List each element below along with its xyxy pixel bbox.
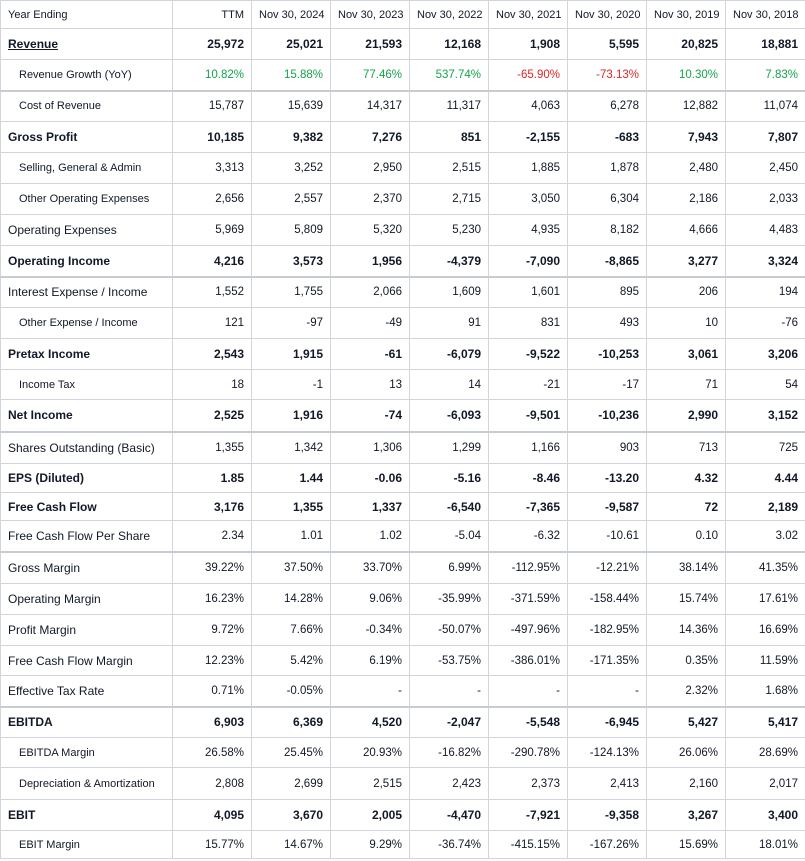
value-cell: 3,206	[726, 339, 805, 370]
value-cell: 2,699	[252, 768, 331, 800]
value-cell: 14.36%	[647, 615, 726, 646]
row-gross-margin	[1, 552, 805, 584]
row-label: Free Cash Flow Margin	[1, 646, 173, 676]
value-cell: 2,990	[647, 400, 726, 432]
value-cell: 7.66%	[252, 615, 331, 646]
value-cell: 2,373	[489, 768, 568, 800]
value-cell: -182.95%	[568, 615, 647, 646]
row-cost-of-revenue	[1, 91, 805, 122]
row-label: Operating Income	[1, 246, 173, 277]
value-cell: 6,278	[568, 91, 647, 122]
value-cell: 10,185	[173, 122, 252, 153]
value-cell: 39.22%	[173, 552, 252, 584]
value-cell: 1,337	[331, 493, 410, 521]
period-header[interactable]: Nov 30, 2022	[410, 1, 489, 29]
value-cell: -10,236	[568, 400, 647, 432]
value-cell: 206	[647, 277, 726, 308]
row-net-income	[1, 400, 805, 432]
value-cell: 0.35%	[647, 646, 726, 676]
row-ebitda-margin	[1, 738, 805, 768]
value-cell: -5.04	[410, 521, 489, 552]
value-cell: 2,160	[647, 768, 726, 800]
value-cell: 5,230	[410, 215, 489, 246]
value-cell: 121	[173, 308, 252, 339]
value-cell: 6,903	[173, 707, 252, 738]
value-cell: 15.88%	[252, 60, 331, 91]
value-cell: -74	[331, 400, 410, 432]
value-cell: 4,216	[173, 246, 252, 277]
value-cell: -415.15%	[489, 831, 568, 859]
value-cell: -9,587	[568, 493, 647, 521]
value-cell: 1,355	[173, 432, 252, 464]
value-cell: 2,515	[410, 153, 489, 184]
value-cell: 2,950	[331, 153, 410, 184]
value-cell: -112.95%	[489, 552, 568, 584]
value-cell: -12.21%	[568, 552, 647, 584]
value-cell: 12.23%	[173, 646, 252, 676]
value-cell: -0.05%	[252, 676, 331, 707]
value-cell: 37.50%	[252, 552, 331, 584]
value-cell: 2,005	[331, 800, 410, 831]
value-cell: 16.23%	[173, 584, 252, 615]
value-cell: 1.44	[252, 464, 331, 493]
period-header[interactable]: Nov 30, 2021	[489, 1, 568, 29]
value-cell: -6,093	[410, 400, 489, 432]
value-cell: 3,267	[647, 800, 726, 831]
value-cell: 15,787	[173, 91, 252, 122]
header-row	[1, 1, 805, 29]
row-revenue-growth	[1, 60, 805, 91]
value-cell: 4,935	[489, 215, 568, 246]
value-cell: -10.61	[568, 521, 647, 552]
value-cell: 3,050	[489, 184, 568, 215]
value-cell: 10.82%	[173, 60, 252, 91]
row-pretax-income	[1, 339, 805, 370]
row-revenue	[1, 29, 805, 60]
value-cell: -35.99%	[410, 584, 489, 615]
value-cell: 7,807	[726, 122, 805, 153]
row-label: Effective Tax Rate	[1, 676, 173, 707]
value-cell: -4,470	[410, 800, 489, 831]
value-cell: -386.01%	[489, 646, 568, 676]
value-cell: -65.90%	[489, 60, 568, 91]
value-cell: 2,808	[173, 768, 252, 800]
row-operating-margin	[1, 584, 805, 615]
row-label: Free Cash Flow	[1, 493, 173, 521]
period-header[interactable]: TTM	[173, 1, 252, 29]
value-cell: -7,365	[489, 493, 568, 521]
value-cell: 3,670	[252, 800, 331, 831]
value-cell: 10	[647, 308, 726, 339]
value-cell: 1,342	[252, 432, 331, 464]
row-label: Gross Margin	[1, 552, 173, 584]
value-cell: 2,423	[410, 768, 489, 800]
value-cell: 11,317	[410, 91, 489, 122]
row-other-opex	[1, 184, 805, 215]
value-cell: 713	[647, 432, 726, 464]
value-cell: 72	[647, 493, 726, 521]
value-cell: 54	[726, 370, 805, 400]
row-label: Selling, General & Admin	[1, 153, 173, 184]
row-label: EBITDA	[1, 707, 173, 738]
value-cell: 2,715	[410, 184, 489, 215]
value-cell: -49	[331, 308, 410, 339]
value-cell: -97	[252, 308, 331, 339]
value-cell: 2,017	[726, 768, 805, 800]
value-cell: -21	[489, 370, 568, 400]
value-cell: 13	[331, 370, 410, 400]
value-cell: -497.96%	[489, 615, 568, 646]
value-cell: 15,639	[252, 91, 331, 122]
row-label: Revenue Growth (YoY)	[1, 60, 173, 91]
value-cell: 3,400	[726, 800, 805, 831]
value-cell: 1,915	[252, 339, 331, 370]
value-cell: 831	[489, 308, 568, 339]
value-cell: 18.01%	[726, 831, 805, 859]
value-cell: 8,182	[568, 215, 647, 246]
value-cell: 9.72%	[173, 615, 252, 646]
value-cell: 1,552	[173, 277, 252, 308]
value-cell: -290.78%	[489, 738, 568, 768]
value-cell: 851	[410, 122, 489, 153]
value-cell: 1,956	[331, 246, 410, 277]
row-income-tax	[1, 370, 805, 400]
value-cell: 14,317	[331, 91, 410, 122]
value-cell: -2,155	[489, 122, 568, 153]
value-cell: 2.32%	[647, 676, 726, 707]
value-cell: 25,021	[252, 29, 331, 60]
row-label: Gross Profit	[1, 122, 173, 153]
value-cell: 15.74%	[647, 584, 726, 615]
value-cell: 2,370	[331, 184, 410, 215]
value-cell: 7.83%	[726, 60, 805, 91]
value-cell: 15.77%	[173, 831, 252, 859]
value-cell: 2,066	[331, 277, 410, 308]
value-cell: 194	[726, 277, 805, 308]
value-cell: 1,908	[489, 29, 568, 60]
value-cell: -683	[568, 122, 647, 153]
row-ebit-margin	[1, 831, 805, 859]
value-cell: 12,882	[647, 91, 726, 122]
row-label: EBIT Margin	[1, 831, 173, 859]
value-cell: -36.74%	[410, 831, 489, 859]
value-cell: 9.29%	[331, 831, 410, 859]
value-cell: 493	[568, 308, 647, 339]
value-cell: 18,881	[726, 29, 805, 60]
value-cell: -6,079	[410, 339, 489, 370]
value-cell: 7,943	[647, 122, 726, 153]
year-ending-header: Year Ending	[1, 1, 173, 29]
value-cell: -	[568, 676, 647, 707]
value-cell: 25.45%	[252, 738, 331, 768]
value-cell: 5,417	[726, 707, 805, 738]
value-cell: 5.42%	[252, 646, 331, 676]
value-cell: 2,480	[647, 153, 726, 184]
row-label: EBIT	[1, 800, 173, 831]
value-cell: 3,061	[647, 339, 726, 370]
value-cell: -73.13%	[568, 60, 647, 91]
value-cell: 11.59%	[726, 646, 805, 676]
value-cell: 38.14%	[647, 552, 726, 584]
value-cell: -50.07%	[410, 615, 489, 646]
row-label: Operating Expenses	[1, 215, 173, 246]
value-cell: -8.46	[489, 464, 568, 493]
value-cell: -76	[726, 308, 805, 339]
value-cell: 1,755	[252, 277, 331, 308]
value-cell: 725	[726, 432, 805, 464]
value-cell: 6.99%	[410, 552, 489, 584]
table-body	[1, 29, 805, 859]
value-cell: 9,382	[252, 122, 331, 153]
value-cell: 28.69%	[726, 738, 805, 768]
row-profit-margin	[1, 615, 805, 646]
row-label: Other Expense / Income	[1, 308, 173, 339]
value-cell: -2,047	[410, 707, 489, 738]
value-cell: -9,358	[568, 800, 647, 831]
value-cell: 6.19%	[331, 646, 410, 676]
value-cell: 1.01	[252, 521, 331, 552]
value-cell: 71	[647, 370, 726, 400]
value-cell: 0.71%	[173, 676, 252, 707]
period-header[interactable]: Nov 30, 2020	[568, 1, 647, 29]
row-label: Depreciation & Amortization	[1, 768, 173, 800]
value-cell: 3.02	[726, 521, 805, 552]
value-cell: 2,413	[568, 768, 647, 800]
value-cell: -	[489, 676, 568, 707]
value-cell: 903	[568, 432, 647, 464]
row-interest-expense	[1, 277, 805, 308]
value-cell: 20,825	[647, 29, 726, 60]
value-cell: 5,427	[647, 707, 726, 738]
row-eps-diluted	[1, 464, 805, 493]
value-cell: -	[331, 676, 410, 707]
value-cell: 17.61%	[726, 584, 805, 615]
value-cell: 26.58%	[173, 738, 252, 768]
value-cell: 16.69%	[726, 615, 805, 646]
value-cell: 4,520	[331, 707, 410, 738]
value-cell: -158.44%	[568, 584, 647, 615]
value-cell: 1,166	[489, 432, 568, 464]
value-cell: 2,543	[173, 339, 252, 370]
value-cell: -17	[568, 370, 647, 400]
row-label: Cost of Revenue	[1, 91, 173, 122]
value-cell: 4.32	[647, 464, 726, 493]
value-cell: 41.35%	[726, 552, 805, 584]
value-cell: 10.30%	[647, 60, 726, 91]
value-cell: -7,090	[489, 246, 568, 277]
value-cell: -124.13%	[568, 738, 647, 768]
value-cell: 3,313	[173, 153, 252, 184]
value-cell: 4.44	[726, 464, 805, 493]
value-cell: -5,548	[489, 707, 568, 738]
value-cell: -171.35%	[568, 646, 647, 676]
row-shares-outstanding	[1, 432, 805, 464]
row-d-and-a	[1, 768, 805, 800]
value-cell: 5,809	[252, 215, 331, 246]
value-cell: 14	[410, 370, 489, 400]
row-gross-profit	[1, 122, 805, 153]
row-fcf-margin	[1, 646, 805, 676]
value-cell: 1,601	[489, 277, 568, 308]
value-cell: -7,921	[489, 800, 568, 831]
row-fcf-per-share	[1, 521, 805, 552]
value-cell: 5,595	[568, 29, 647, 60]
value-cell: 1,916	[252, 400, 331, 432]
value-cell: 4,483	[726, 215, 805, 246]
row-effective-tax-rate	[1, 676, 805, 707]
row-free-cash-flow	[1, 493, 805, 521]
value-cell: -5.16	[410, 464, 489, 493]
value-cell: 5,969	[173, 215, 252, 246]
value-cell: 4,666	[647, 215, 726, 246]
value-cell: 3,324	[726, 246, 805, 277]
value-cell: 1.02	[331, 521, 410, 552]
value-cell: -61	[331, 339, 410, 370]
value-cell: 2,189	[726, 493, 805, 521]
value-cell: 3,252	[252, 153, 331, 184]
value-cell: -9,522	[489, 339, 568, 370]
period-header[interactable]: Nov 30, 2023	[331, 1, 410, 29]
value-cell: 2,033	[726, 184, 805, 215]
row-label: Income Tax	[1, 370, 173, 400]
value-cell: 1.85	[173, 464, 252, 493]
value-cell: 9.06%	[331, 584, 410, 615]
row-ebitda	[1, 707, 805, 738]
value-cell: 7,276	[331, 122, 410, 153]
value-cell: -6.32	[489, 521, 568, 552]
value-cell: 1,306	[331, 432, 410, 464]
value-cell: 2,525	[173, 400, 252, 432]
row-ebit	[1, 800, 805, 831]
row-label[interactable]: Revenue	[1, 29, 173, 60]
value-cell: 21,593	[331, 29, 410, 60]
value-cell: 1,609	[410, 277, 489, 308]
row-label: Free Cash Flow Per Share	[1, 521, 173, 552]
value-cell: -6,540	[410, 493, 489, 521]
value-cell: 77.46%	[331, 60, 410, 91]
value-cell: -53.75%	[410, 646, 489, 676]
value-cell: 6,369	[252, 707, 331, 738]
value-cell: -10,253	[568, 339, 647, 370]
row-sga	[1, 153, 805, 184]
row-label: Pretax Income	[1, 339, 173, 370]
row-label: EPS (Diluted)	[1, 464, 173, 493]
value-cell: -167.26%	[568, 831, 647, 859]
row-operating-income	[1, 246, 805, 277]
row-label: Shares Outstanding (Basic)	[1, 432, 173, 464]
value-cell: 2,557	[252, 184, 331, 215]
value-cell: -16.82%	[410, 738, 489, 768]
value-cell: 3,277	[647, 246, 726, 277]
row-label: EBITDA Margin	[1, 738, 173, 768]
value-cell: 2,656	[173, 184, 252, 215]
value-cell: 2,515	[331, 768, 410, 800]
value-cell: 14.28%	[252, 584, 331, 615]
value-cell: 6,304	[568, 184, 647, 215]
value-cell: 33.70%	[331, 552, 410, 584]
value-cell: 3,573	[252, 246, 331, 277]
row-label: Net Income	[1, 400, 173, 432]
row-operating-expenses	[1, 215, 805, 246]
value-cell: 15.69%	[647, 831, 726, 859]
value-cell: 12,168	[410, 29, 489, 60]
value-cell: 2,186	[647, 184, 726, 215]
value-cell: 5,320	[331, 215, 410, 246]
value-cell: -4,379	[410, 246, 489, 277]
row-label: Other Operating Expenses	[1, 184, 173, 215]
value-cell: 1,885	[489, 153, 568, 184]
value-cell: 26.06%	[647, 738, 726, 768]
value-cell: 895	[568, 277, 647, 308]
value-cell: 18	[173, 370, 252, 400]
period-header[interactable]: Nov 30, 2024	[252, 1, 331, 29]
value-cell: -13.20	[568, 464, 647, 493]
value-cell: 1.68%	[726, 676, 805, 707]
value-cell: 2,450	[726, 153, 805, 184]
value-cell: -0.34%	[331, 615, 410, 646]
value-cell: 11,074	[726, 91, 805, 122]
value-cell: -1	[252, 370, 331, 400]
value-cell: 0.10	[647, 521, 726, 552]
period-header[interactable]: Nov 30, 2018	[726, 1, 805, 29]
row-other-expense	[1, 308, 805, 339]
value-cell: -9,501	[489, 400, 568, 432]
value-cell: 4,063	[489, 91, 568, 122]
row-label: Profit Margin	[1, 615, 173, 646]
value-cell: 25,972	[173, 29, 252, 60]
value-cell: 20.93%	[331, 738, 410, 768]
value-cell: 1,878	[568, 153, 647, 184]
value-cell: 3,176	[173, 493, 252, 521]
value-cell: 14.67%	[252, 831, 331, 859]
value-cell: -6,945	[568, 707, 647, 738]
value-cell: -0.06	[331, 464, 410, 493]
value-cell: -8,865	[568, 246, 647, 277]
row-label: Interest Expense / Income	[1, 277, 173, 308]
value-cell: 537.74%	[410, 60, 489, 91]
value-cell: -	[410, 676, 489, 707]
value-cell: 91	[410, 308, 489, 339]
row-label: Operating Margin	[1, 584, 173, 615]
value-cell: 2.34	[173, 521, 252, 552]
value-cell: 1,355	[252, 493, 331, 521]
value-cell: 3,152	[726, 400, 805, 432]
value-cell: -371.59%	[489, 584, 568, 615]
value-cell: 1,299	[410, 432, 489, 464]
value-cell: 4,095	[173, 800, 252, 831]
period-header[interactable]: Nov 30, 2019	[647, 1, 726, 29]
